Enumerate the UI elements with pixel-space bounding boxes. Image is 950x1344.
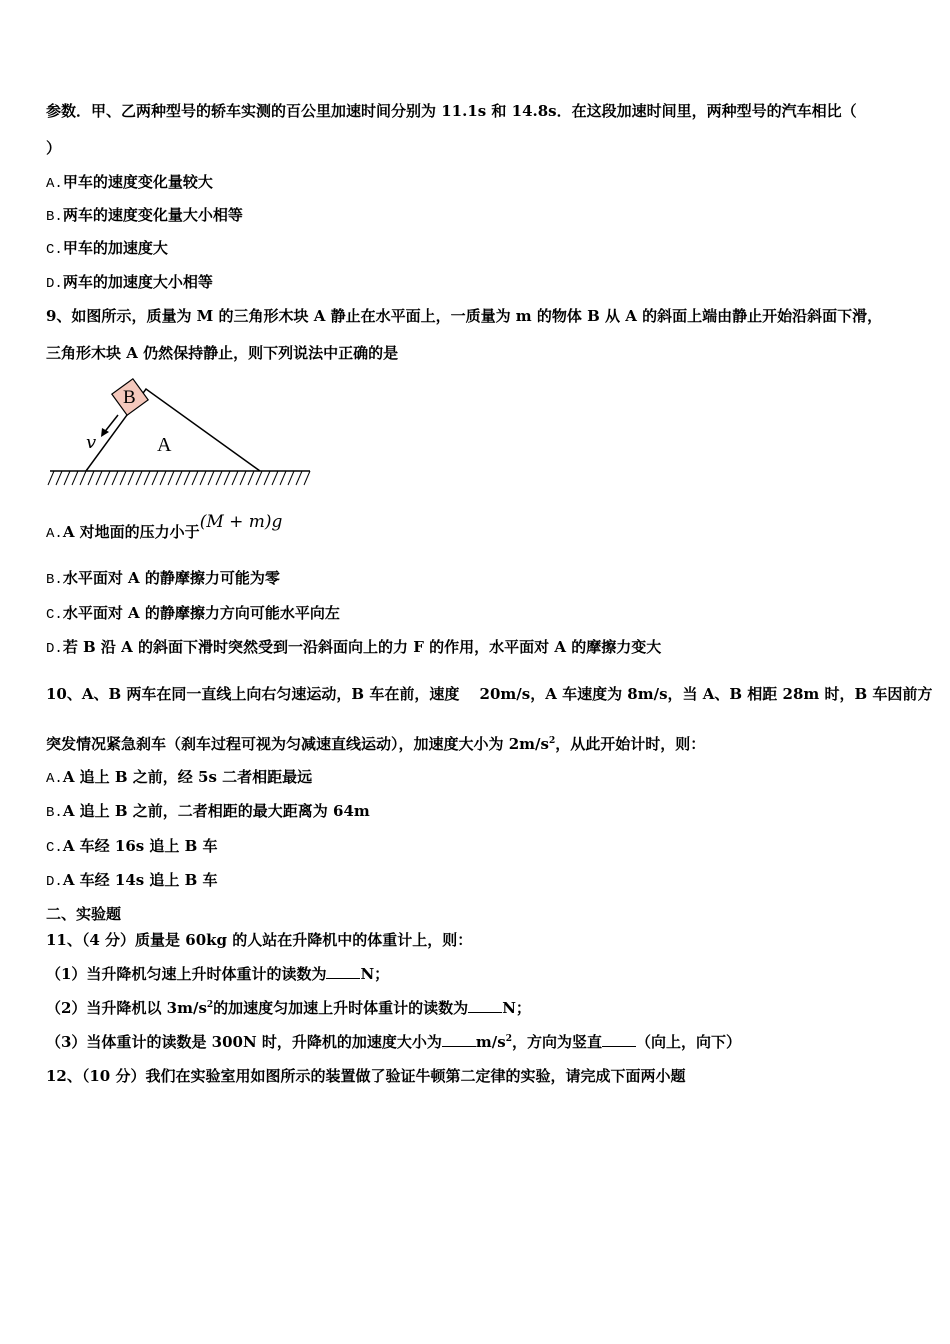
q10-option-b — [46, 801, 370, 823]
q9-stem-line1: 9、如图所示，质量为 M 的三角形木块 A 静止在水平面上，一质量为 m 的物体 B 从 A 的斜面上端由静止开始沿斜面下滑， — [46, 307, 883, 325]
option-text: 两车的加速度大小相等 — [62, 273, 213, 291]
option-label: D. — [46, 641, 63, 657]
q11-part2-unit: N； — [502, 999, 531, 1017]
q10-stem-text-end: ，从此开始计时，则： — [555, 735, 706, 753]
block-label: B — [123, 387, 136, 408]
formula-mass-sum: (M + m)g — [199, 512, 283, 532]
q11-part1-text: （1）当升降机匀速上升时体重计的读数为 — [46, 965, 327, 983]
incline-figure — [46, 375, 316, 490]
q11-part3-text: （3）当体重计的读数是 300N 时，升降机的加速度大小为 — [46, 1033, 442, 1051]
option-label: B. — [46, 572, 63, 588]
superscript: 2 — [505, 1034, 512, 1044]
q11-part2 — [46, 998, 531, 1018]
option-label: D. — [46, 874, 63, 890]
superscript: 2 — [206, 1000, 214, 1010]
q11-part2-text: （2）当升降机以 3m/s — [46, 999, 207, 1017]
q9-option-d — [46, 637, 661, 659]
q12-stem: 12、（10 分）我们在实验室用如图所示的装置做了验证牛顿第二定律的实验，请完成下面两小题 — [46, 1067, 686, 1085]
option-label: C. — [46, 840, 63, 856]
q8-option-b — [46, 205, 243, 227]
option-text: A 对地面的压力小于 — [62, 523, 200, 541]
q10-stem-line1: 10、A、B 两车在同一直线上向右匀速运动，B 车在前，速度 20m/s，A 车速度为 8m/s，当 A、B 相距 28m 时，B 车因前方 — [46, 685, 933, 703]
q11-part1 — [46, 964, 389, 984]
wedge-label: A — [157, 434, 172, 456]
q10-option-c — [46, 836, 218, 858]
option-label: D. — [46, 276, 63, 292]
answer-blank[interactable] — [442, 1032, 476, 1047]
q8-option-c — [46, 238, 168, 260]
q8-option-d — [46, 272, 213, 294]
option-text: A 车经 14s 追上 B 车 — [62, 871, 218, 889]
ground-hatching — [48, 471, 310, 485]
q8-stem-paren: ） — [46, 139, 62, 157]
option-text: 水平面对 A 的静摩擦力方向可能水平向左 — [62, 604, 340, 622]
velocity-arrowhead — [101, 428, 109, 437]
answer-blank[interactable] — [468, 998, 502, 1013]
option-text: 两车的速度变化量大小相等 — [62, 206, 243, 224]
section-title: 二、实验题 — [46, 905, 122, 923]
q10-stem-line2 — [46, 734, 705, 754]
wedge-a — [86, 389, 260, 471]
q9-option-b — [46, 568, 280, 590]
q10-option-d — [46, 870, 218, 892]
q8-option-a — [46, 172, 213, 194]
option-label: C. — [46, 607, 63, 623]
option-text: 甲车的速度变化量较大 — [62, 173, 213, 191]
q11-part2-text-b: 的加速度匀加速上升时体重计的读数为 — [213, 999, 469, 1017]
q9-stem-line2: 三角形木块 A 仍然保持静止，则下列说法中正确的是 — [46, 344, 399, 362]
q11-part1-unit: N； — [360, 965, 390, 983]
q11-part3-text-d: （向上，向下） — [635, 1033, 741, 1051]
q9-option-a — [46, 512, 283, 544]
q11-stem: 11、（4 分）质量是 60kg 的人站在升降机中的体重计上，则： — [46, 931, 473, 949]
q10-stem-text: 突发情况紧急刹车（刹车过程可视为匀减速直线运动），加速度大小为 2m/s — [46, 735, 549, 753]
q11-part3-text-c: ，方向为竖直 — [511, 1033, 602, 1051]
q11-part3-unit: m/s — [475, 1033, 506, 1051]
option-label: A. — [46, 176, 63, 192]
q8-stem-tail: 参数．甲、乙两种型号的轿车实测的百公里加速时间分别为 11.1s 和 14.8s．在这段加速时间里，两种型号的汽车相比（ — [46, 102, 857, 120]
option-label: B. — [46, 209, 63, 225]
option-text: 甲车的加速度大 — [62, 239, 168, 257]
option-label: B. — [46, 805, 63, 821]
option-label: A. — [46, 526, 63, 542]
q11-part3 — [46, 1032, 741, 1052]
option-text: A 追上 B 之前，经 5s 二者相距最远 — [62, 768, 313, 786]
option-label: C. — [46, 242, 63, 258]
option-label: A. — [46, 771, 63, 787]
option-text: A 追上 B 之前，二者相距的最大距离为 64m — [62, 802, 370, 820]
answer-blank[interactable] — [326, 964, 360, 979]
q9-option-c — [46, 603, 340, 625]
option-text: A 车经 16s 追上 B 车 — [62, 837, 218, 855]
q10-option-a — [46, 767, 312, 789]
option-text: 若 B 沿 A 的斜面下滑时突然受到一沿斜面向上的力 F 的作用，水平面对 A 的摩擦力变大 — [62, 638, 662, 656]
velocity-label: v — [86, 432, 97, 453]
answer-blank[interactable] — [602, 1032, 636, 1047]
superscript: 2 — [548, 736, 556, 746]
option-text: 水平面对 A 的静摩擦力可能为零 — [62, 569, 280, 587]
